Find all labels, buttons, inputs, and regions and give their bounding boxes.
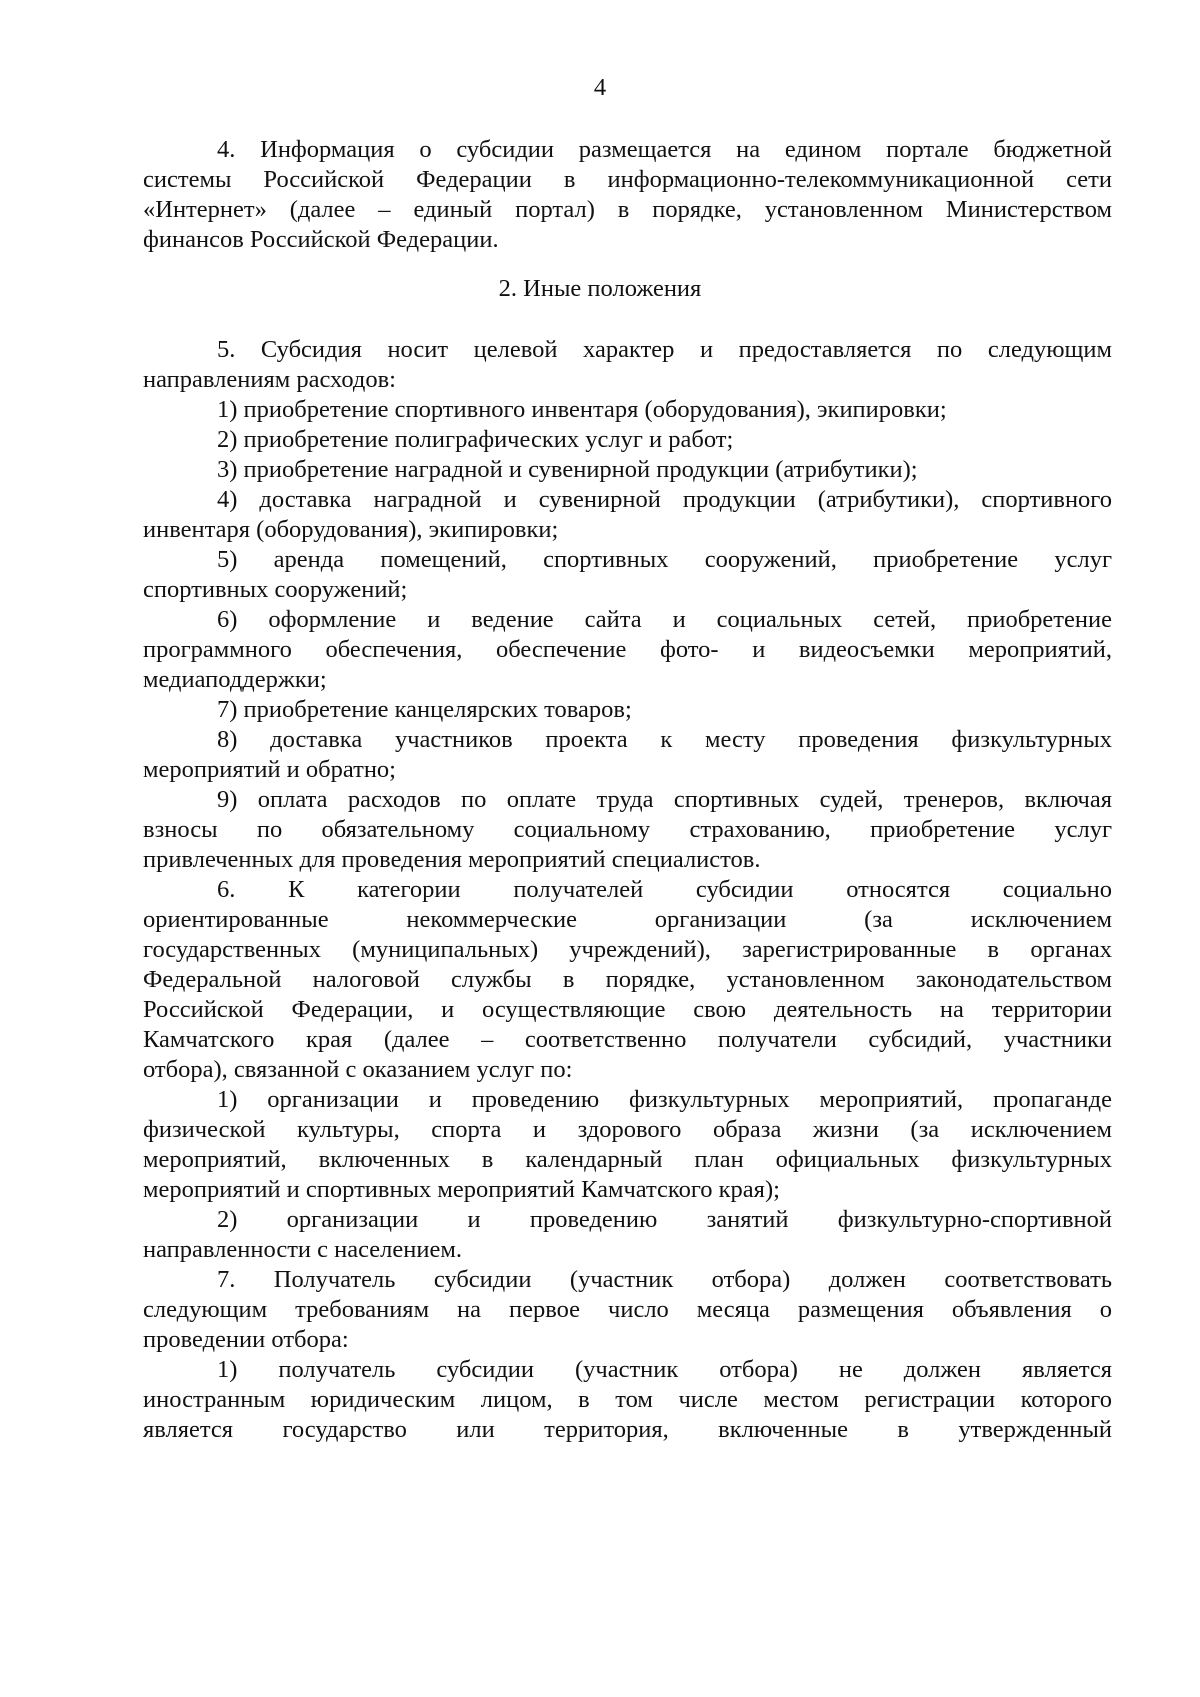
- text-line: физической культуры, спорта и здорового образа жизни (за исключением: [143, 1116, 1112, 1143]
- paragraph-4: [143, 135, 1112, 255]
- text-line: инвентаря (оборудования), экипировки;: [143, 516, 559, 543]
- text-line: финансов Российской Федерации.: [143, 226, 499, 253]
- list-item: 1) получатель субсидии (участник отбора) не должен является: [217, 1356, 1112, 1383]
- text-line: направлениям расходов:: [143, 366, 396, 393]
- text-line: является государство или территория, включенные в утвержденный: [143, 1416, 1112, 1443]
- text-line: Российской Федерации, и осуществляющие свою деятельность на территории: [143, 996, 1112, 1023]
- text-line: медиаподдержки;: [143, 666, 327, 693]
- list-item: 7) приобретение канцелярских товаров;: [217, 696, 632, 723]
- text-line: государственных (муниципальных) учреждений), зарегистрированные в органах: [143, 936, 1112, 963]
- text-line: ориентированные некоммерческие организации (за исключением: [143, 906, 1112, 933]
- text-line: 7. Получатель субсидии (участник отбора) должен соответствовать: [217, 1266, 1112, 1293]
- list-item: 3) приобретение наградной и сувенирной продукции (атрибутики);: [217, 456, 918, 483]
- text-line: 6. К категории получателей субсидии относятся социально: [217, 876, 1112, 903]
- text-line: 4. Информация о субсидии размещается на едином портале бюджетной: [217, 136, 1112, 163]
- text-line: «Интернет» (далее – единый портал) в порядке, установленном Министерством: [143, 196, 1112, 223]
- list-item: 2) приобретение полиграфических услуг и работ;: [217, 426, 734, 453]
- text-line: следующим требованиям на первое число месяца размещения объявления о: [143, 1296, 1112, 1323]
- list-item: 5) аренда помещений, спортивных сооружений, приобретение услуг: [217, 546, 1112, 573]
- text-line: привлеченных для проведения мероприятий специалистов.: [143, 846, 761, 873]
- list-item: 9) оплата расходов по оплате труда спортивных судей, тренеров, включая: [217, 786, 1112, 813]
- page-number: 4: [593, 74, 607, 101]
- text-line: направленности с населением.: [143, 1236, 463, 1263]
- text-line: отбора), связанной с оказанием услуг по:: [143, 1056, 573, 1083]
- text-line: взносы по обязательному социальному страхованию, приобретение услуг: [143, 816, 1112, 843]
- text-line: мероприятий и спортивных мероприятий Камчатского края);: [143, 1176, 780, 1203]
- text-line: Федеральной налоговой службы в порядке, установленном законодательством: [143, 966, 1112, 993]
- list-item: 1) организации и проведению физкультурных мероприятий, пропаганде: [217, 1086, 1112, 1113]
- text-line: проведении отбора:: [143, 1326, 349, 1353]
- text-line: спортивных сооружений;: [143, 576, 408, 603]
- list-item: 6) оформление и ведение сайта и социальных сетей, приобретение: [217, 606, 1112, 633]
- text-line: программного обеспечения, обеспечение фото- и видеосъемки мероприятий,: [143, 636, 1112, 663]
- text-line: мероприятий, включенных в календарный план официальных физкультурных: [143, 1146, 1112, 1173]
- text-line: системы Российской Федерации в информационно-телекоммуникационной сети: [143, 166, 1112, 193]
- body-text: [143, 335, 1112, 1445]
- text-line: Камчатского края (далее – соответственно получатели субсидий, участники: [143, 1026, 1112, 1053]
- text-line: иностранным юридическим лицом, в том числе местом регистрации которого: [143, 1386, 1112, 1413]
- list-item: 4) доставка наградной и сувенирной продукции (атрибутики), спортивного: [217, 486, 1112, 513]
- text-line: мероприятий и обратно;: [143, 756, 396, 783]
- list-item: 1) приобретение спортивного инвентаря (оборудования), экипировки;: [217, 396, 947, 423]
- section-heading: 2. Иные положения: [498, 275, 702, 302]
- list-item: 8) доставка участников проекта к месту проведения физкультурных: [217, 726, 1112, 753]
- list-item: 2) организации и проведению занятий физкультурно-спортивной: [217, 1206, 1112, 1233]
- text-line: 5. Субсидия носит целевой характер и предоставляется по следующим: [217, 336, 1112, 363]
